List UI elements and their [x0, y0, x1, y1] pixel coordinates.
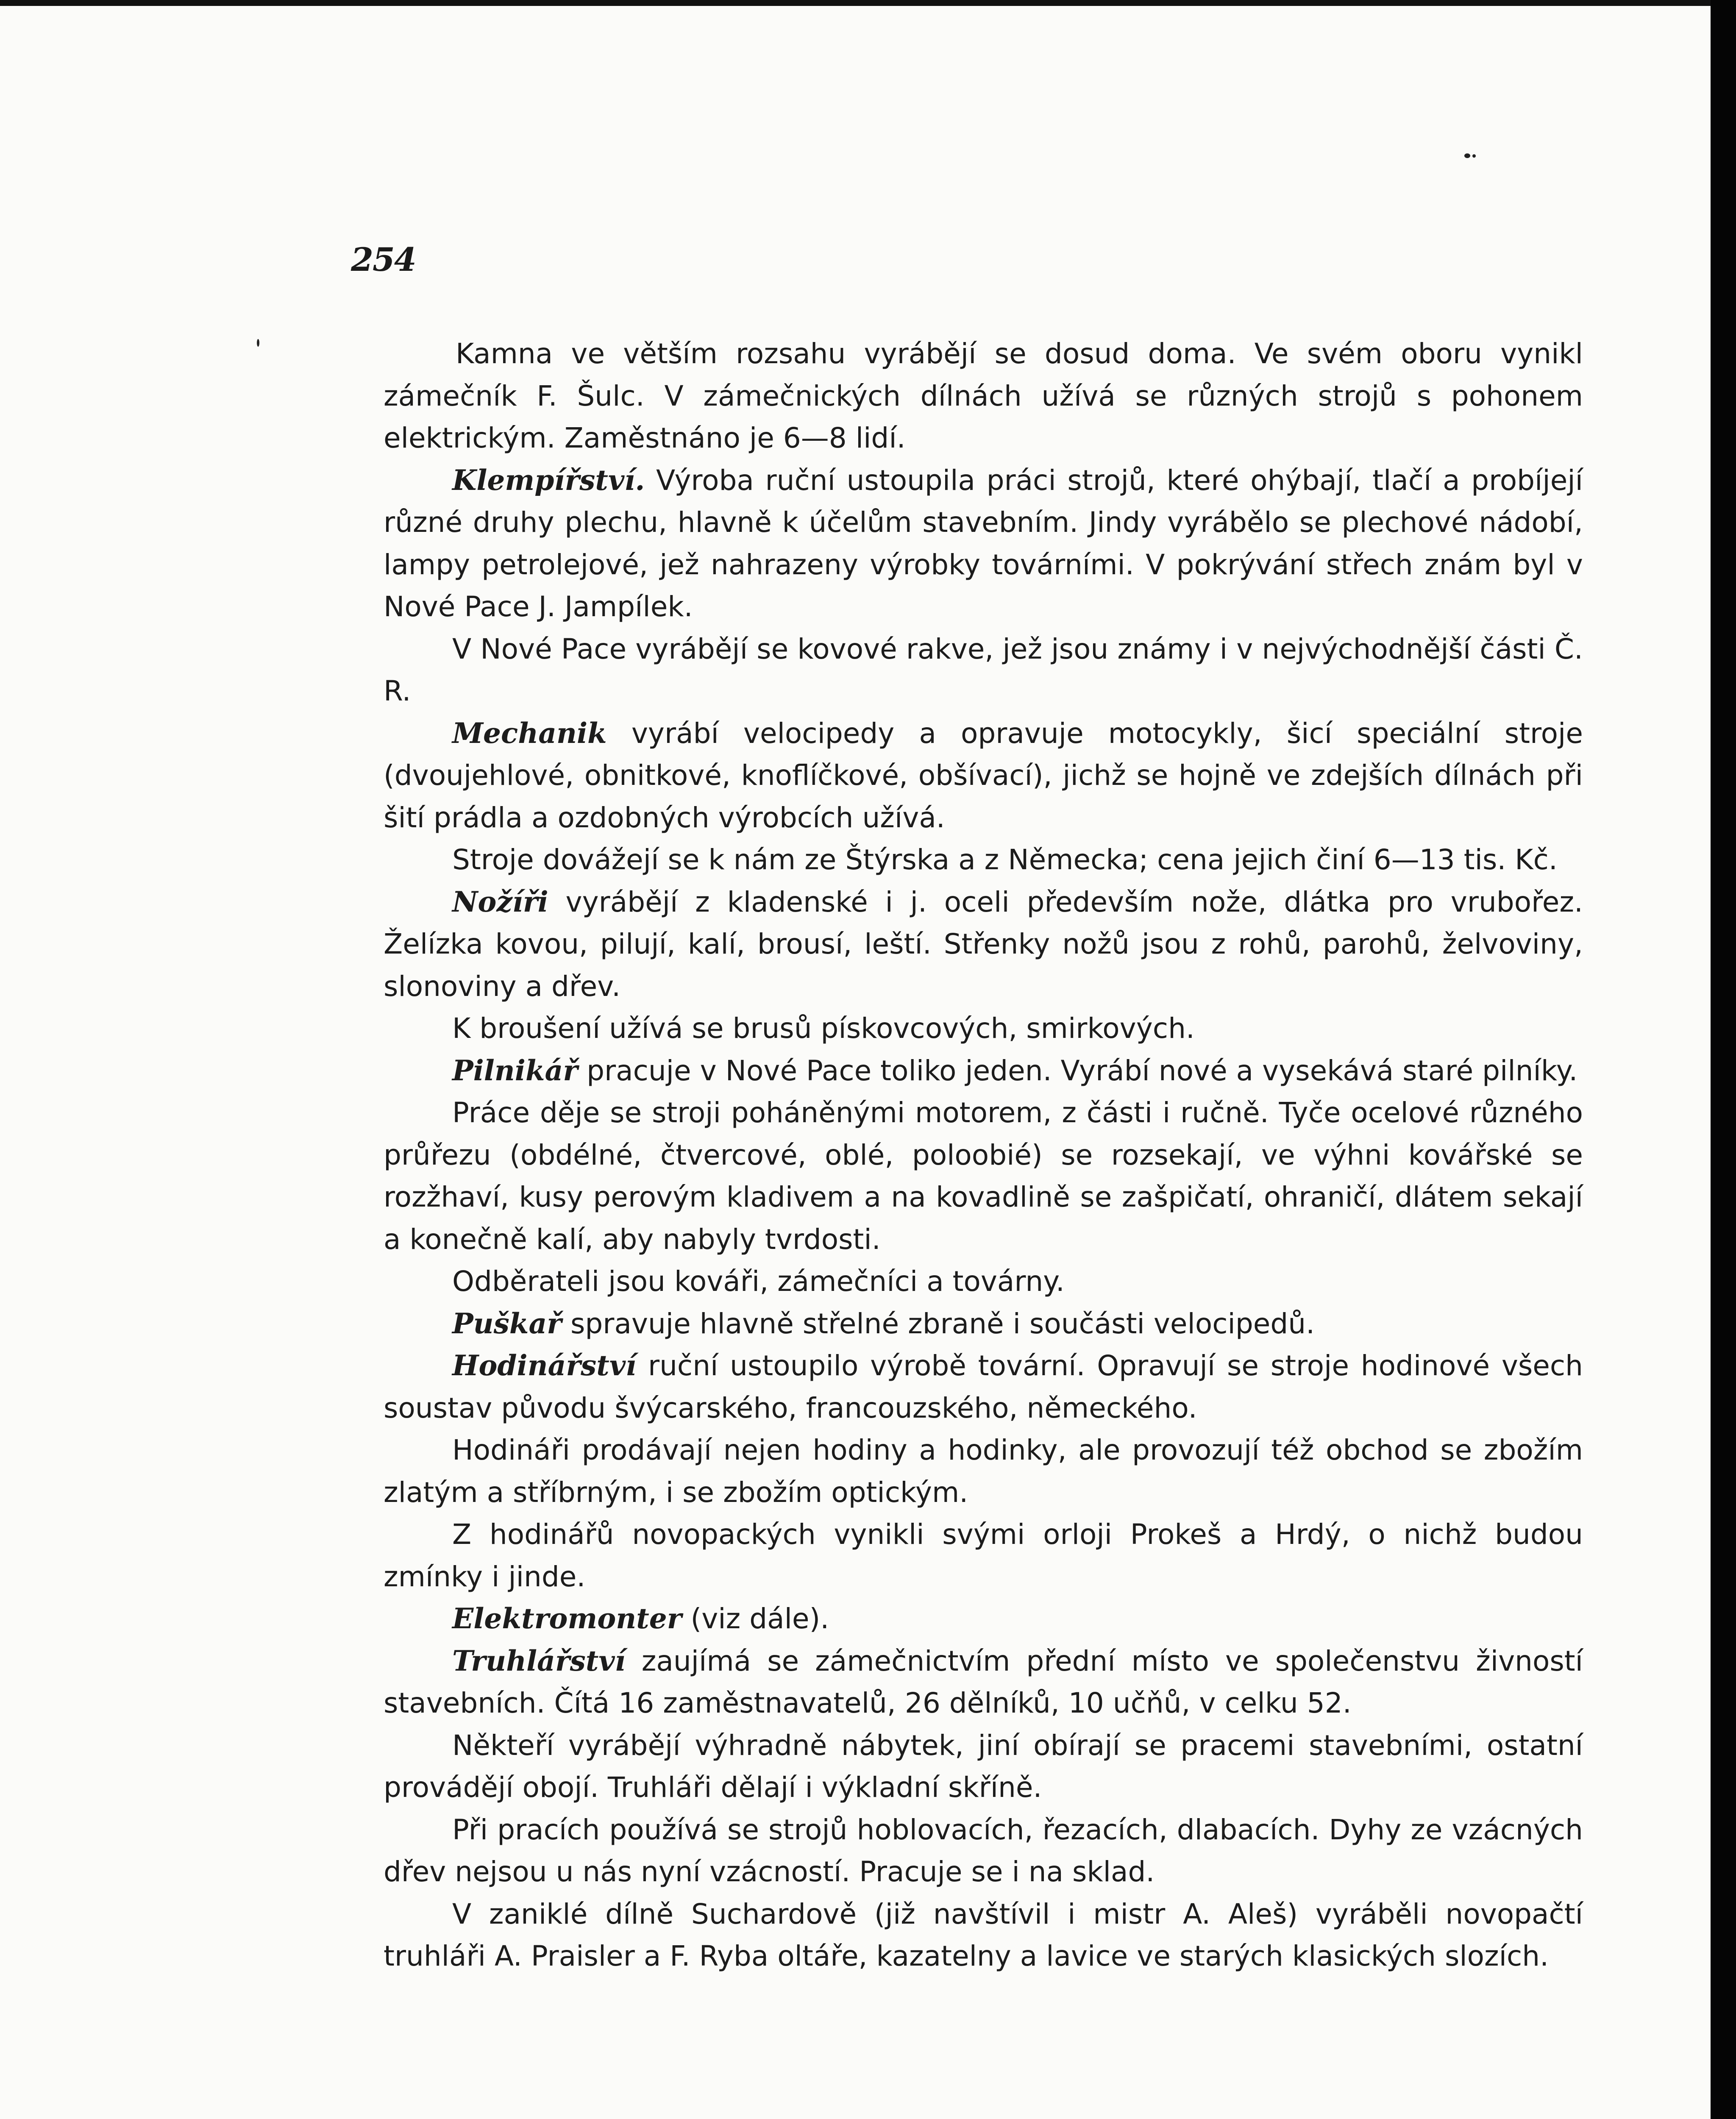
paragraph-15: Elektromonter (viz dále). [452, 1602, 829, 1635]
paragraph-18: Při pracích používá se strojů hoblovacích, řezacích, dlabacích. Dyhy ze vzácných dřev nejsou u nás nyní vzácností. Pracuje se i na sklad. [384, 1813, 1583, 1888]
body-text [384, 333, 1583, 1977]
paragraph-13: Hodináři prodávají nejen hodiny a hodinky, ale provozují též obchod se zbožím zlatým a stříbrným, i se zbožím optickým. [384, 1434, 1583, 1509]
paragraph-10: Odběrateli jsou kováři, zámečníci a továrny. [452, 1265, 1065, 1298]
scan-speck [1464, 153, 1470, 158]
paragraph-6: Nožíři vyrábějí z kladenské i j. oceli především nože, dlátka pro vrubořez. Želízka kovou, pilují, kalí, brousí, leští. Střenky nožů jsou z rohů, parohů, želvoviny, slonoviny a dřev. [384, 885, 1583, 1003]
scan-speck [257, 339, 259, 347]
paragraph-1: Kamna ve větším rozsahu vyrábějí se dosud doma. Ve svém oboru vynikl zámečník F. Šulc. V zámečnických dílnách užívá se různých strojů s pohonem elektrickým. Zaměstnáno je 6—8 lidí. [384, 337, 1583, 454]
page-number: 254 [351, 241, 416, 278]
paragraph-19: V zaniklé dílně Suchardově (již navštívil i mistr A. Aleš) vyráběli novopačtí truhláři A. Praisler a F. Ryba oltáře, kazatelny a lavice ve starých klasických slozích. [384, 1897, 1583, 1972]
paragraph-3: V Nové Pace vyrábějí se kovové rakve, jež jsou známy i v nejvýchodnější části Č. R. [384, 632, 1583, 707]
paragraph-16: Truhlářství zaujímá se zámečnictvím přední místo ve společenstvu živností stavebních. Čítá 16 zaměstnavatelů, 26 dělníků, 10 učňů, v celku 52. [384, 1644, 1583, 1719]
paragraph-4: Mechanik vyrábí velocipedy a opravuje motocykly, šicí speciální stroje (dvoujehlové, obnitkové, knoflíčkové, obšívací), jichž se hojně ve zdejších dílnách při šití prádla a ozdobných výrobcích užívá. [384, 716, 1583, 834]
paragraph-17: Někteří vyrábějí výhradně nábytek, jiní obírají se pracemi stavebními, ostatní provádějí obojí. Truhláři dělají i výkladní skříně. [384, 1729, 1583, 1804]
paragraph-8: Pilnikář pracuje v Nové Pace toliko jeden. Vyrábí nové a vysekává staré pilníky. [452, 1054, 1578, 1087]
scan-speck [1472, 154, 1476, 158]
paragraph-9: Práce děje se stroji poháněnými motorem, z části i ručně. Tyče ocelové různého průřezu (obdélné, čtvercové, oblé, poloobié) se rozsekají, ve výhni kovářské se rozžhaví, kusy perovým kladivem a na kovadlině se zašpičatí, ohraničí, dlátem sekají a konečně kalí, aby nabyly tvrdosti. [384, 1096, 1583, 1256]
scan-border-right [1711, 0, 1736, 2119]
paragraph-2: Klempířství. Výroba ruční ustoupila práci strojů, které ohýbají, tlačí a probíjejí různé druhy plechu, hlavně k účelům stavebním. Jindy vyrábělo se plechové nádobí, lampy petrolejové, jež nahrazeny výrobky továrními. V pokrývání střech znám byl v Nové Pace J. Jampílek. [384, 463, 1583, 623]
paragraph-7: K broušení užívá se brusů pískovcových, smirkových. [452, 1012, 1195, 1045]
paragraph-5: Stroje dovážejí se k nám ze Štýrska a z Německa; cena jejich činí 6—13 tis. Kč. [452, 843, 1558, 876]
paragraph-12: Hodinářství ruční ustoupilo výrobě tovární. Opravují se stroje hodinové všech soustav původu švýcarského, francouzského, německého. [384, 1349, 1583, 1424]
paragraph-14: Z hodinářů novopackých vynikli svými orloji Prokeš a Hrdý, o nichž budou zmínky i jinde. [384, 1518, 1583, 1593]
paragraph-11: Puškař spravuje hlavně střelné zbraně i součásti velocipedů. [452, 1307, 1315, 1340]
scan-border-top [0, 0, 1736, 6]
